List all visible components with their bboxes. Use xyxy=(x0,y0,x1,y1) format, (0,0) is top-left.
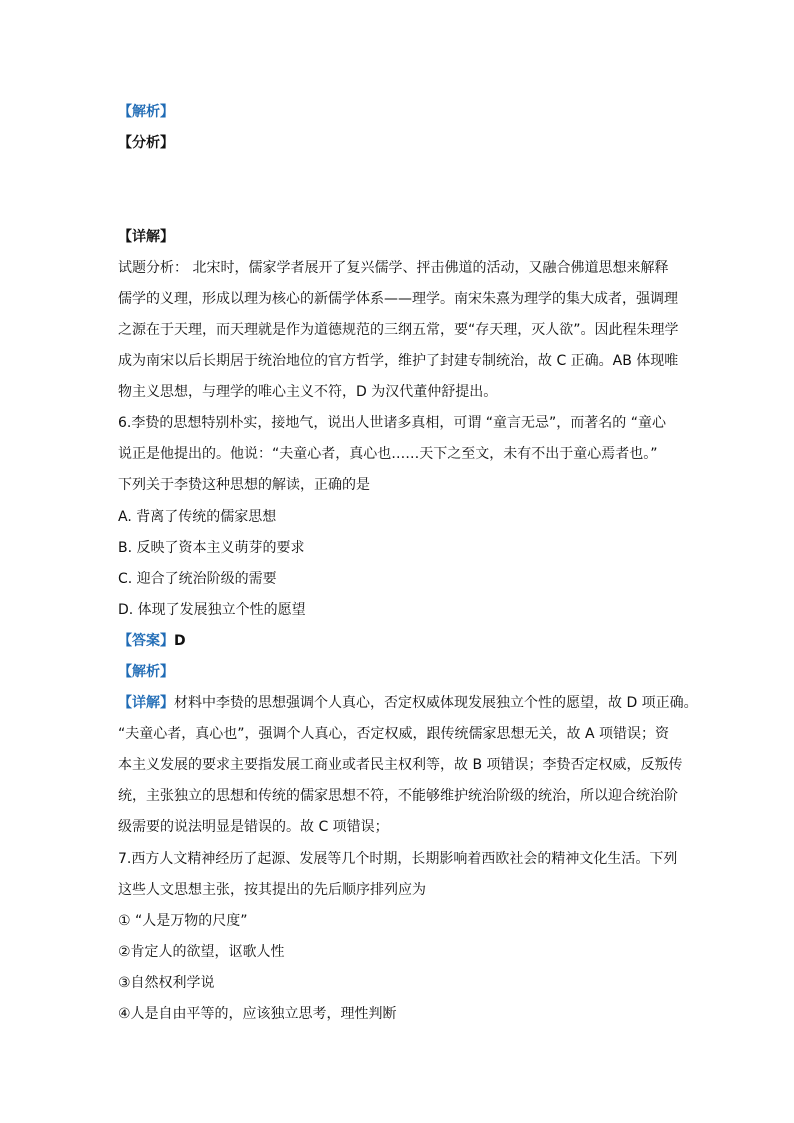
q5-fenxi-label: 【分析】 xyxy=(118,135,174,151)
q6-detail-line: “夫童心者，真心也”，强调个人真心，否定权威，跟传统儒家思想无关，故 A 项错误；资 xyxy=(118,726,669,742)
q5-jiexi-label: 【解析】 xyxy=(118,104,174,120)
q5-detail-line: 成为南宋以后长期居于统治地位的官方哲学，维护了封建专制统治，故 C 正确。AB 体现唯 xyxy=(118,353,679,369)
q6-stem-line: 6.李贽的思想特别朴实，接地气，说出人世诸多真相，可谓 “童言无忌”，而著名的 “童心 xyxy=(118,415,667,431)
q7-stem-line: 7.西方人文精神经历了起源、发展等几个时期，长期影响着西欧社会的精神文化生活。下列 xyxy=(118,851,678,867)
q6-option-b: B. 反映了资本主义萌芽的要求 xyxy=(118,540,305,556)
q5-xiangjie-label: 【详解】 xyxy=(118,229,174,245)
q5-detail-line: 试题分析： 北宋时，儒家学者展开了复兴儒学、抨击佛道的活动，又融合佛道思想来解释 xyxy=(118,260,669,276)
q7-item-3: ③自然权利学说 xyxy=(118,975,215,991)
q5-detail-line: 之源在于天理，而天理就是作为道德规范的三纲五常，要“存天理，灭人欲”。因此程朱理学 xyxy=(118,322,679,338)
q6-stem-line: 下列关于李贽这种思想的解读，正确的是 xyxy=(118,477,370,493)
q6-xiangjie-label: 【详解】 xyxy=(118,695,174,711)
q6-detail-line: 级需要的说法明显是错误的。故 C 项错误； xyxy=(118,819,389,835)
q5-detail-line: 儒学的义理，形成以理为核心的新儒学体系——理学。南宋朱熹为理学的集大成者，强调理 xyxy=(118,291,678,307)
q6-option-c: C. 迎合了统治阶级的需要 xyxy=(118,571,277,587)
q6-detail-line: 材料中李贽的思想强调个人真心，否定权威体现发展独立个性的愿望，故 D 项正确。 xyxy=(174,695,698,711)
q6-answer xyxy=(118,631,186,651)
q6-answer-value: D xyxy=(174,633,186,649)
q6-detail-line: 统，主张独立的思想和传统的儒家思想不符，不能够维护统治阶级的统治，所以迎合统治阶 xyxy=(118,788,678,804)
q6-detail-first-line xyxy=(118,693,698,713)
q7-item-1: ① “人是万物的尺度” xyxy=(118,913,248,929)
q6-answer-label: 【答案】 xyxy=(118,633,174,649)
q5-detail-line: 物主义思想，与理学的唯心主义不符，D 为汉代董仲舒提出。 xyxy=(118,384,498,400)
document-page xyxy=(118,0,698,1123)
q7-item-4: ④人是自由平等的，应该独立思考，理性判断 xyxy=(118,1006,397,1022)
q7-stem-line: 这些人文思想主张，按其提出的先后顺序排列应为 xyxy=(118,882,426,898)
q7-item-2: ②肯定人的欲望，讴歌人性 xyxy=(118,944,285,960)
q6-option-a: A. 背离了传统的儒家思想 xyxy=(118,509,277,525)
q6-option-d: D. 体现了发展独立个性的愿望 xyxy=(118,602,306,618)
q6-detail-line: 本主义发展的要求主要指发展工商业或者民主权利等，故 B 项错误；李贽否定权威，反叛传 xyxy=(118,757,683,773)
q6-jiexi-label: 【解析】 xyxy=(118,664,174,680)
q6-stem-line: 说正是他提出的。他说：“夫童心者，真心也……天下之至文，未有不出于童心焉者也。” xyxy=(118,446,658,462)
